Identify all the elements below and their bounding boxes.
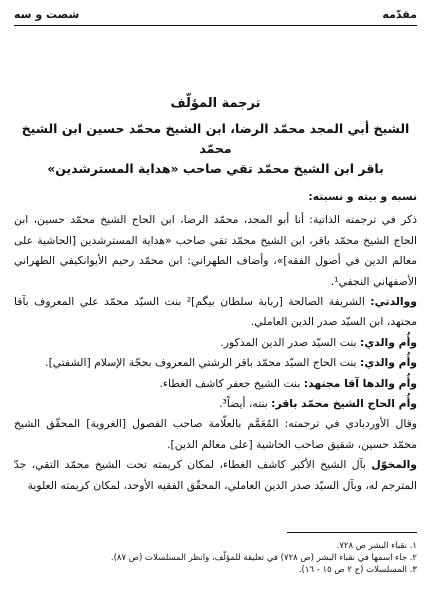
- paragraph: [14, 394, 417, 414]
- footnote: ٢. جاء اسمها في نقباء البشر (ص ٧٢٨) في تعليقة للمؤلّف، وانظر المسلسلات (ص ٨٧).: [110, 553, 417, 563]
- paragraph-label: وأُم والدها آقا مجتهد:: [303, 376, 417, 390]
- page-number: شصت و سه: [14, 8, 80, 21]
- paragraph-text: الشريفة الصالحة [ربابة سلطان بيگم]² بنت السيّد محمّد علي المعروف بآقا مجتهد، ابن السيّد صدر الدين العاملي.: [14, 295, 417, 329]
- paragraph-label: والمخوّل: [371, 458, 417, 472]
- paragraph: [14, 374, 417, 394]
- section-heading: نسبه و بيته و نسبته:: [308, 190, 417, 203]
- paragraph-label: وأُم الحاج الشيخ محمّد باقر:: [271, 397, 417, 411]
- paragraph: [14, 455, 417, 496]
- paragraph: [14, 292, 417, 333]
- paragraph: [14, 353, 417, 373]
- paragraph: [14, 333, 417, 353]
- footnote: ١. نقباء البشر ص ٧٢٨.: [336, 541, 417, 551]
- chapter-subtitle-line2: باقر ابن الشيخ محمّد تقي صاحب «هداية المسترشدين»: [47, 161, 384, 176]
- header-divider: [14, 25, 417, 26]
- paragraph-text: بآل الشيخ الأكبر كاشف الغطاء، لمكان كريمته تحت الشيخ محمّد التقي، جدّ المترجم له، وبآل السيّد صدر الدين العاملي، المحقّق الفقيه الأوحد، لمكان كريمته العلوية: [14, 458, 417, 492]
- paragraph: ذكر في ترجمته الذاتية: أنا أبو المجد، محمّد الرضا، ابن الحاج الشيخ محمّد حسين، ابن الحاج الشيخ محمّد باقر، ابن الشيخ محمّد تقي صاحب «هداية المسترشدين [الحاشية على معالم الدين في أصول الفقه]»، وأضاف الطهراني: ابن محمّد رحيم الأيوانكيفي الطهراني الأصفهاني النجفي¹.: [14, 213, 417, 288]
- footnote: ٣. المسلسلات (ج ٢ ص ١٥ - ١٦).: [298, 565, 417, 575]
- paragraph-label: ووالدتي:: [370, 295, 417, 309]
- footnote-divider: [287, 532, 417, 533]
- paragraph-text: بنت الحاج السيّد محمّد باقر الرشتي المعروف بحجّة الإسلام [الشفتي].: [45, 356, 360, 370]
- paragraph-label: وأُم والدي:: [360, 356, 417, 370]
- paragraph-text: بنت الشيخ جعفر كاشف الغطاء.: [159, 376, 304, 390]
- chapter-title-block: [14, 96, 417, 179]
- paragraph-text: بنته، أيضاً³.: [219, 397, 272, 411]
- chapter-subtitle-line1: الشيخ أبي المجد محمّد الرضا، ابن الشيخ محمّد حسين ابن الشيخ محمّد: [21, 121, 410, 156]
- chapter-title: ترجمة المؤلّف: [170, 96, 261, 111]
- running-header-title: مقدّمه: [382, 8, 417, 21]
- footnotes: [14, 540, 417, 576]
- body-text: [14, 187, 417, 496]
- paragraph-label: وأُم والدي:: [360, 335, 417, 349]
- paragraph: وقال الأوردبادي في ترجمته: المُعَمَّم بالعلّامة صاحب الفصول [الغروية] المحقّق الشيخ محمّد حسين، شقيق صاحب الحاشية [على معالم الدين].: [14, 417, 417, 451]
- paragraph-text: بنت السيّد صدر الدين المذكور.: [220, 335, 360, 349]
